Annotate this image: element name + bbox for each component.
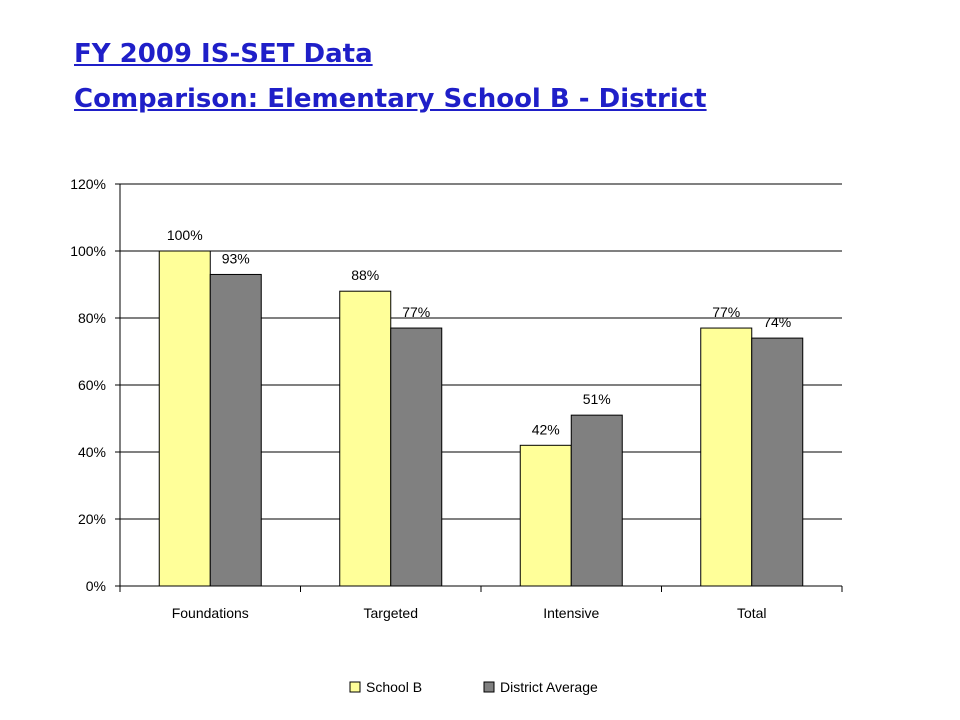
y-tick-label: 20% [77,511,106,527]
x-category-label: Foundations [171,605,249,621]
y-tick-label: 60% [77,377,106,393]
x-category-label: Intensive [543,605,600,621]
y-tick-label: 100% [70,243,106,259]
data-label: 88% [351,267,380,284]
data-label: 77% [712,304,741,321]
bar [391,328,442,586]
data-label: 74% [763,314,792,331]
x-category-label: Targeted [363,605,418,621]
legend-swatch [484,682,494,692]
title-line-2: Comparison: Elementary School B - District [74,84,707,114]
bar [520,445,571,586]
y-tick-label: 80% [77,310,106,326]
legend-label: District Average [500,679,598,695]
y-tick-label: 120% [70,176,106,192]
bar [752,338,803,586]
bar [701,328,752,586]
y-tick-label: 0% [85,578,106,594]
data-label: 51% [582,391,611,408]
data-label: 100% [166,227,203,243]
bar [210,274,261,586]
bar [340,291,391,586]
title-line-1: FY 2009 IS-SET Data [74,39,373,69]
bar [159,251,210,586]
y-tick-label: 40% [77,444,106,460]
data-label: 42% [531,421,560,438]
legend-label: School B [366,679,423,695]
x-category-label: Total [736,605,767,621]
legend-swatch [350,682,360,692]
data-label: 93% [221,250,250,267]
data-label: 77% [402,304,431,321]
bar [571,415,622,586]
